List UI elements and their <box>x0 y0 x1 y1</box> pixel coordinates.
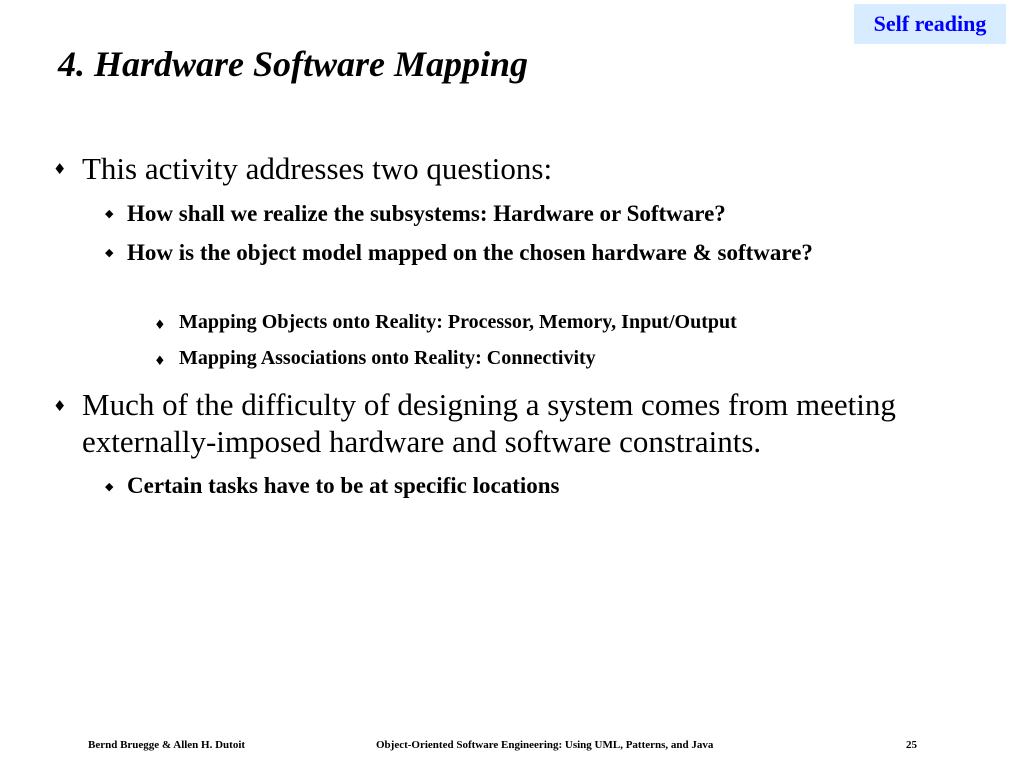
footer-authors: Bernd Bruegge & Allen H. Dutoit <box>88 739 246 751</box>
bullet-activity-questions: This activity addresses two questions: <box>82 151 553 186</box>
slide-title: 4. Hardware Software Mapping <box>58 44 529 84</box>
bullet-mapping-associations: Mapping Associations onto Reality: Connectivity <box>179 347 596 369</box>
sub-diamond-bullet-icon: ◆ <box>105 480 114 493</box>
diamond-bullet-icon: ♦ <box>53 160 67 178</box>
diamond-bullet-icon: ♦ <box>154 354 166 369</box>
bullet-specific-locations: Certain tasks have to be at specific locations <box>127 473 560 498</box>
sub-diamond-bullet-icon: ◆ <box>105 246 114 259</box>
bullet-object-model-mapping: How is the object model mapped on the chosen hardware & software? <box>127 240 813 265</box>
bullet-design-difficulty: Much of the difficulty of designing a system comes from meeting externally-imposed hardware and software constraints. <box>82 387 896 459</box>
bullet-realize-subsystems: How shall we realize the subsystems: Hardware or Software? <box>127 201 726 226</box>
sub-diamond-bullet-icon: ◆ <box>105 207 114 220</box>
self-reading-badge: Self reading <box>854 4 1006 44</box>
diamond-bullet-icon: ♦ <box>154 318 166 333</box>
footer-book-title: Object-Oriented Software Engineering: Using UML, Patterns, and Java <box>376 739 714 751</box>
diamond-bullet-icon: ♦ <box>53 397 67 415</box>
bullet-mapping-objects: Mapping Objects onto Reality: Processor, Memory, Input/Output <box>179 311 737 333</box>
footer-page-number: 25 <box>906 739 917 751</box>
